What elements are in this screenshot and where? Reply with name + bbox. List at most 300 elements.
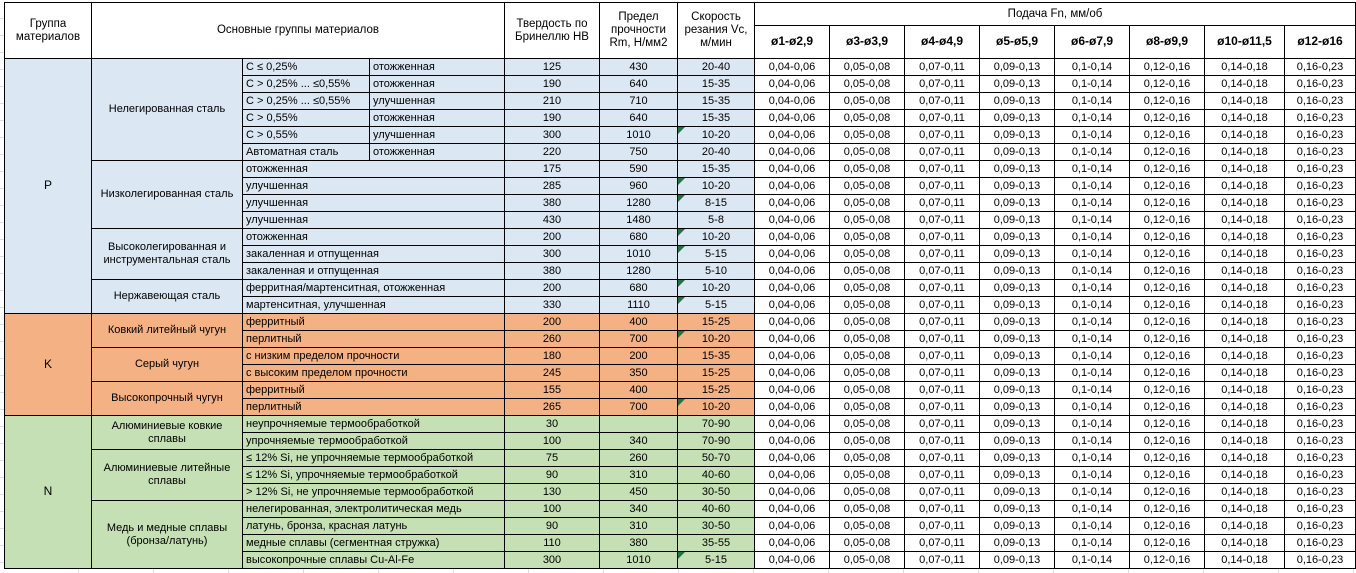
cell-speed-vc[interactable]: 40-60 [678,467,755,484]
cell-feed-d7[interactable]: 0,14-0,18 [1205,382,1285,399]
cell-feed-d7[interactable]: 0,14-0,18 [1205,535,1285,552]
cell-feed-d5[interactable]: 0,1-0,14 [1055,552,1130,569]
cell-feed-d2[interactable]: 0,05-0,08 [830,552,905,569]
cell-feed-d2[interactable]: 0,05-0,08 [830,195,905,212]
cell-hardness-hb[interactable]: 100 [505,501,600,518]
cell-feed-d7[interactable]: 0,14-0,18 [1205,433,1285,450]
header-feed-d4[interactable]: ø5-ø5,9 [980,26,1055,59]
cell-feed-d8[interactable]: 0,16-0,23 [1285,195,1356,212]
cell-feed-d8[interactable]: 0,16-0,23 [1285,365,1356,382]
header-rm[interactable]: Предел прочности Rm, Н/мм2 [600,3,678,59]
cell-feed-d1[interactable]: 0,04-0,06 [755,348,830,365]
cell-feed-d8[interactable]: 0,16-0,23 [1285,178,1356,195]
cell-speed-vc[interactable]: 10-20 [678,178,755,195]
cell-feed-d6[interactable]: 0,12-0,16 [1130,552,1205,569]
cell-family[interactable]: Высоколегированная и инструментальная сталь [92,229,243,280]
cell-hardness-hb[interactable]: 75 [505,450,600,467]
cell-description[interactable]: ферритный [243,382,505,399]
cell-description[interactable]: отожженная [243,229,505,246]
cell-feed-d2[interactable]: 0,05-0,08 [830,501,905,518]
cell-feed-d7[interactable]: 0,14-0,18 [1205,297,1285,314]
cell-feed-d2[interactable]: 0,05-0,08 [830,433,905,450]
cell-feed-d2[interactable]: 0,05-0,08 [830,178,905,195]
header-feed[interactable]: Подача Fn, мм/об [755,3,1356,26]
cell-feed-d8[interactable]: 0,16-0,23 [1285,59,1356,76]
cell-description[interactable]: перлитный [243,331,505,348]
cell-strength-rm[interactable]: 700 [600,399,678,416]
cell-feed-d6[interactable]: 0,12-0,16 [1130,518,1205,535]
cell-hardness-hb[interactable]: 300 [505,127,600,144]
cell-feed-d5[interactable]: 0,1-0,14 [1055,110,1130,127]
cell-hardness-hb[interactable]: 125 [505,59,600,76]
cell-feed-d6[interactable]: 0,12-0,16 [1130,399,1205,416]
cell-feed-d8[interactable]: 0,16-0,23 [1285,433,1356,450]
cell-feed-d8[interactable]: 0,16-0,23 [1285,399,1356,416]
cell-feed-d4[interactable]: 0,09-0,13 [980,399,1055,416]
cell-hardness-hb[interactable]: 210 [505,93,600,110]
cell-description[interactable]: ферритная/мартенситная, отожженная [243,280,505,297]
cell-feed-d8[interactable]: 0,16-0,23 [1285,382,1356,399]
cell-speed-vc[interactable]: 10-20 [678,399,755,416]
cell-feed-d5[interactable]: 0,1-0,14 [1055,382,1130,399]
cell-strength-rm[interactable]: 590 [600,161,678,178]
cell-strength-rm[interactable]: 1280 [600,263,678,280]
cell-feed-d5[interactable]: 0,1-0,14 [1055,246,1130,263]
cell-feed-d6[interactable]: 0,12-0,16 [1130,93,1205,110]
cell-feed-d3[interactable]: 0,07-0,11 [905,127,980,144]
cell-feed-d6[interactable]: 0,12-0,16 [1130,535,1205,552]
cell-feed-d6[interactable]: 0,12-0,16 [1130,331,1205,348]
cell-feed-d2[interactable]: 0,05-0,08 [830,110,905,127]
cell-feed-d7[interactable]: 0,14-0,18 [1205,127,1285,144]
cell-group-K[interactable]: K [5,314,92,416]
cell-feed-d2[interactable]: 0,05-0,08 [830,416,905,433]
cell-feed-d4[interactable]: 0,09-0,13 [980,365,1055,382]
header-feed-d3[interactable]: ø4-ø4,9 [905,26,980,59]
cell-description[interactable]: латунь, бронза, красная латунь [243,518,505,535]
header-feed-d8[interactable]: ø12-ø16 [1285,26,1356,59]
cell-feed-d2[interactable]: 0,05-0,08 [830,144,905,161]
cell-feed-d4[interactable]: 0,09-0,13 [980,195,1055,212]
cell-feed-d1[interactable]: 0,04-0,06 [755,178,830,195]
cell-feed-d8[interactable]: 0,16-0,23 [1285,280,1356,297]
cell-strength-rm[interactable]: 260 [600,450,678,467]
cell-description[interactable]: > 12% Si, не упрочняемые термообработкой [243,484,505,501]
cell-feed-d1[interactable]: 0,04-0,06 [755,229,830,246]
cell-description[interactable]: с высоким пределом прочности [243,365,505,382]
cell-feed-d3[interactable]: 0,07-0,11 [905,144,980,161]
cell-feed-d3[interactable]: 0,07-0,11 [905,501,980,518]
cell-description[interactable]: медные сплавы (сегментная стружка) [243,535,505,552]
cell-feed-d3[interactable]: 0,07-0,11 [905,246,980,263]
cell-family[interactable]: Медь и медные сплавы (бронза/латунь) [92,501,243,569]
cell-feed-d7[interactable]: 0,14-0,18 [1205,348,1285,365]
cell-hardness-hb[interactable]: 30 [505,416,600,433]
cell-feed-d6[interactable]: 0,12-0,16 [1130,314,1205,331]
cell-feed-d7[interactable]: 0,14-0,18 [1205,416,1285,433]
cell-feed-d5[interactable]: 0,1-0,14 [1055,280,1130,297]
cell-feed-d6[interactable]: 0,12-0,16 [1130,178,1205,195]
cell-description[interactable]: ферритный [243,314,505,331]
cell-feed-d4[interactable]: 0,09-0,13 [980,382,1055,399]
cell-feed-d1[interactable]: 0,04-0,06 [755,110,830,127]
cell-feed-d3[interactable]: 0,07-0,11 [905,229,980,246]
cell-description[interactable]: улучшенная [243,195,505,212]
cell-strength-rm[interactable]: 640 [600,76,678,93]
cell-feed-d7[interactable]: 0,14-0,18 [1205,501,1285,518]
cell-feed-d3[interactable]: 0,07-0,11 [905,161,980,178]
cell-feed-d7[interactable]: 0,14-0,18 [1205,552,1285,569]
cell-speed-vc[interactable]: 20-40 [678,59,755,76]
cell-feed-d2[interactable]: 0,05-0,08 [830,450,905,467]
cell-feed-d8[interactable]: 0,16-0,23 [1285,552,1356,569]
cell-feed-d1[interactable]: 0,04-0,06 [755,212,830,229]
cell-qualifier[interactable]: C > 0,25% ... ≤0,55% [243,76,370,93]
cell-feed-d5[interactable]: 0,1-0,14 [1055,467,1130,484]
cell-strength-rm[interactable]: 1010 [600,552,678,569]
cell-state[interactable]: отожженная [370,144,505,161]
cell-hardness-hb[interactable]: 265 [505,399,600,416]
cell-feed-d4[interactable]: 0,09-0,13 [980,535,1055,552]
cell-feed-d3[interactable]: 0,07-0,11 [905,212,980,229]
cell-feed-d6[interactable]: 0,12-0,16 [1130,433,1205,450]
cell-hardness-hb[interactable]: 380 [505,195,600,212]
cell-speed-vc[interactable]: 15-25 [678,314,755,331]
cell-feed-d6[interactable]: 0,12-0,16 [1130,297,1205,314]
cell-feed-d3[interactable]: 0,07-0,11 [905,484,980,501]
cell-feed-d6[interactable]: 0,12-0,16 [1130,212,1205,229]
cell-feed-d8[interactable]: 0,16-0,23 [1285,144,1356,161]
cell-feed-d4[interactable]: 0,09-0,13 [980,144,1055,161]
cell-feed-d7[interactable]: 0,14-0,18 [1205,484,1285,501]
cell-feed-d7[interactable]: 0,14-0,18 [1205,450,1285,467]
cell-feed-d1[interactable]: 0,04-0,06 [755,518,830,535]
cell-feed-d6[interactable]: 0,12-0,16 [1130,229,1205,246]
header-feed-d1[interactable]: ø1-ø2,9 [755,26,830,59]
cell-feed-d7[interactable]: 0,14-0,18 [1205,161,1285,178]
cell-feed-d5[interactable]: 0,1-0,14 [1055,76,1130,93]
cell-feed-d3[interactable]: 0,07-0,11 [905,433,980,450]
cell-feed-d3[interactable]: 0,07-0,11 [905,263,980,280]
cell-feed-d7[interactable]: 0,14-0,18 [1205,263,1285,280]
cell-speed-vc[interactable]: 5-15 [678,246,755,263]
cell-feed-d7[interactable]: 0,14-0,18 [1205,76,1285,93]
cell-feed-d4[interactable]: 0,09-0,13 [980,518,1055,535]
cell-description[interactable]: нелегированная, электролитическая медь [243,501,505,518]
cell-hardness-hb[interactable]: 300 [505,246,600,263]
cell-feed-d8[interactable]: 0,16-0,23 [1285,76,1356,93]
cell-hardness-hb[interactable]: 90 [505,467,600,484]
cell-group-N[interactable]: N [5,416,92,569]
cell-strength-rm[interactable]: 1110 [600,297,678,314]
cell-family[interactable]: Алюминиевые ковкие сплавы [92,416,243,450]
cell-strength-rm[interactable]: 710 [600,93,678,110]
cell-feed-d5[interactable]: 0,1-0,14 [1055,144,1130,161]
cell-speed-vc[interactable]: 15-35 [678,110,755,127]
cell-feed-d3[interactable]: 0,07-0,11 [905,552,980,569]
cell-feed-d5[interactable]: 0,1-0,14 [1055,450,1130,467]
cell-feed-d4[interactable]: 0,09-0,13 [980,467,1055,484]
cell-feed-d2[interactable]: 0,05-0,08 [830,280,905,297]
cell-feed-d4[interactable]: 0,09-0,13 [980,178,1055,195]
cell-hardness-hb[interactable]: 155 [505,382,600,399]
cell-feed-d1[interactable]: 0,04-0,06 [755,76,830,93]
cell-feed-d7[interactable]: 0,14-0,18 [1205,59,1285,76]
cell-qualifier[interactable]: Автоматная сталь [243,144,370,161]
cell-feed-d6[interactable]: 0,12-0,16 [1130,127,1205,144]
cell-feed-d5[interactable]: 0,1-0,14 [1055,484,1130,501]
cell-strength-rm[interactable]: 960 [600,178,678,195]
cell-feed-d2[interactable]: 0,05-0,08 [830,518,905,535]
cell-hardness-hb[interactable]: 285 [505,178,600,195]
header-feed-d7[interactable]: ø10-ø11,5 [1205,26,1285,59]
cell-feed-d5[interactable]: 0,1-0,14 [1055,314,1130,331]
cell-strength-rm[interactable]: 750 [600,144,678,161]
cell-strength-rm[interactable]: 430 [600,59,678,76]
cell-feed-d1[interactable]: 0,04-0,06 [755,552,830,569]
cell-feed-d4[interactable]: 0,09-0,13 [980,416,1055,433]
cell-strength-rm[interactable]: 400 [600,314,678,331]
cell-hardness-hb[interactable]: 100 [505,433,600,450]
cell-qualifier[interactable]: C > 0,55% [243,110,370,127]
cell-feed-d2[interactable]: 0,05-0,08 [830,297,905,314]
cell-speed-vc[interactable]: 8-15 [678,195,755,212]
cell-feed-d2[interactable]: 0,05-0,08 [830,331,905,348]
header-hb[interactable]: Твердость по Бринеллю HB [505,3,600,59]
cell-family[interactable]: Серый чугун [92,348,243,382]
cell-feed-d8[interactable]: 0,16-0,23 [1285,484,1356,501]
cell-feed-d5[interactable]: 0,1-0,14 [1055,127,1130,144]
cell-strength-rm[interactable]: 200 [600,348,678,365]
cell-feed-d1[interactable]: 0,04-0,06 [755,93,830,110]
cell-feed-d5[interactable]: 0,1-0,14 [1055,535,1130,552]
cell-speed-vc[interactable]: 10-20 [678,229,755,246]
cell-strength-rm[interactable]: 400 [600,382,678,399]
cell-speed-vc[interactable]: 15-25 [678,382,755,399]
cell-family[interactable]: Ковкий литейный чугун [92,314,243,348]
cell-feed-d6[interactable]: 0,12-0,16 [1130,246,1205,263]
cell-feed-d2[interactable]: 0,05-0,08 [830,212,905,229]
cell-feed-d4[interactable]: 0,09-0,13 [980,93,1055,110]
cell-feed-d2[interactable]: 0,05-0,08 [830,161,905,178]
header-feed-d5[interactable]: ø6-ø7,9 [1055,26,1130,59]
cell-feed-d2[interactable]: 0,05-0,08 [830,59,905,76]
cell-feed-d4[interactable]: 0,09-0,13 [980,263,1055,280]
cell-feed-d8[interactable]: 0,16-0,23 [1285,331,1356,348]
cell-feed-d4[interactable]: 0,09-0,13 [980,297,1055,314]
cell-speed-vc[interactable]: 30-50 [678,518,755,535]
cell-feed-d3[interactable]: 0,07-0,11 [905,195,980,212]
cell-feed-d8[interactable]: 0,16-0,23 [1285,263,1356,280]
cell-speed-vc[interactable]: 15-35 [678,161,755,178]
cell-feed-d3[interactable]: 0,07-0,11 [905,535,980,552]
cell-speed-vc[interactable]: 15-25 [678,365,755,382]
cell-speed-vc[interactable]: 70-90 [678,433,755,450]
cell-speed-vc[interactable]: 35-55 [678,535,755,552]
cell-feed-d5[interactable]: 0,1-0,14 [1055,348,1130,365]
cell-feed-d3[interactable]: 0,07-0,11 [905,416,980,433]
cell-group-P[interactable]: P [5,59,92,314]
cell-feed-d4[interactable]: 0,09-0,13 [980,76,1055,93]
cell-description[interactable]: улучшенная [243,178,505,195]
cell-feed-d6[interactable]: 0,12-0,16 [1130,365,1205,382]
cell-state[interactable]: отожженная [370,110,505,127]
cell-strength-rm[interactable]: 310 [600,518,678,535]
cell-feed-d2[interactable]: 0,05-0,08 [830,348,905,365]
cell-hardness-hb[interactable]: 200 [505,280,600,297]
cell-feed-d5[interactable]: 0,1-0,14 [1055,93,1130,110]
cell-description[interactable]: ≤ 12% Si, не упрочняемые термообработкой [243,450,505,467]
cell-feed-d4[interactable]: 0,09-0,13 [980,127,1055,144]
cell-family[interactable]: Нержавеющая сталь [92,280,243,314]
cell-feed-d7[interactable]: 0,14-0,18 [1205,212,1285,229]
cell-feed-d4[interactable]: 0,09-0,13 [980,331,1055,348]
cell-feed-d6[interactable]: 0,12-0,16 [1130,195,1205,212]
cell-feed-d7[interactable]: 0,14-0,18 [1205,314,1285,331]
cell-strength-rm[interactable]: 640 [600,110,678,127]
cell-feed-d7[interactable]: 0,14-0,18 [1205,229,1285,246]
cell-feed-d1[interactable]: 0,04-0,06 [755,416,830,433]
cell-strength-rm[interactable]: 1280 [600,195,678,212]
cell-feed-d4[interactable]: 0,09-0,13 [980,59,1055,76]
cell-feed-d4[interactable]: 0,09-0,13 [980,229,1055,246]
cell-feed-d3[interactable]: 0,07-0,11 [905,314,980,331]
cell-feed-d1[interactable]: 0,04-0,06 [755,467,830,484]
cell-speed-vc[interactable]: 15-35 [678,348,755,365]
cell-feed-d7[interactable]: 0,14-0,18 [1205,246,1285,263]
cell-feed-d1[interactable]: 0,04-0,06 [755,450,830,467]
cell-feed-d6[interactable]: 0,12-0,16 [1130,76,1205,93]
cell-feed-d8[interactable]: 0,16-0,23 [1285,535,1356,552]
cell-feed-d7[interactable]: 0,14-0,18 [1205,178,1285,195]
cell-feed-d3[interactable]: 0,07-0,11 [905,399,980,416]
cell-feed-d1[interactable]: 0,04-0,06 [755,501,830,518]
cell-family[interactable]: Нелегированная сталь [92,59,243,161]
cell-description[interactable]: ≤ 12% Si, упрочняемые термообработкой [243,467,505,484]
cell-feed-d2[interactable]: 0,05-0,08 [830,263,905,280]
cell-feed-d1[interactable]: 0,04-0,06 [755,314,830,331]
cell-feed-d5[interactable]: 0,1-0,14 [1055,501,1130,518]
cell-feed-d3[interactable]: 0,07-0,11 [905,76,980,93]
cell-feed-d1[interactable]: 0,04-0,06 [755,297,830,314]
cell-description[interactable]: перлитный [243,399,505,416]
cell-feed-d2[interactable]: 0,05-0,08 [830,484,905,501]
cell-speed-vc[interactable]: 15-35 [678,93,755,110]
cell-hardness-hb[interactable]: 330 [505,297,600,314]
cell-strength-rm[interactable]: 380 [600,535,678,552]
cell-feed-d3[interactable]: 0,07-0,11 [905,280,980,297]
cell-feed-d3[interactable]: 0,07-0,11 [905,467,980,484]
cell-hardness-hb[interactable]: 200 [505,314,600,331]
cell-feed-d5[interactable]: 0,1-0,14 [1055,416,1130,433]
cell-family[interactable]: Высокопрочный чугун [92,382,243,416]
cell-hardness-hb[interactable]: 180 [505,348,600,365]
cell-feed-d1[interactable]: 0,04-0,06 [755,382,830,399]
cell-speed-vc[interactable]: 40-60 [678,501,755,518]
cell-feed-d6[interactable]: 0,12-0,16 [1130,110,1205,127]
cell-feed-d3[interactable]: 0,07-0,11 [905,365,980,382]
cell-speed-vc[interactable]: 30-50 [678,484,755,501]
cell-feed-d8[interactable]: 0,16-0,23 [1285,501,1356,518]
cell-feed-d2[interactable]: 0,05-0,08 [830,365,905,382]
cell-strength-rm[interactable]: 680 [600,280,678,297]
cell-feed-d3[interactable]: 0,07-0,11 [905,178,980,195]
cell-speed-vc[interactable]: 50-70 [678,450,755,467]
cell-hardness-hb[interactable]: 220 [505,144,600,161]
header-feed-d6[interactable]: ø8-ø9,9 [1130,26,1205,59]
cell-feed-d5[interactable]: 0,1-0,14 [1055,195,1130,212]
cell-feed-d7[interactable]: 0,14-0,18 [1205,144,1285,161]
cell-hardness-hb[interactable]: 190 [505,110,600,127]
cell-feed-d3[interactable]: 0,07-0,11 [905,450,980,467]
cell-feed-d2[interactable]: 0,05-0,08 [830,399,905,416]
cell-description[interactable]: закаленная и отпущенная [243,246,505,263]
cell-feed-d1[interactable]: 0,04-0,06 [755,127,830,144]
cell-feed-d2[interactable]: 0,05-0,08 [830,246,905,263]
cell-feed-d6[interactable]: 0,12-0,16 [1130,161,1205,178]
cell-speed-vc[interactable]: 10-20 [678,127,755,144]
cell-feed-d1[interactable]: 0,04-0,06 [755,365,830,382]
cell-feed-d1[interactable]: 0,04-0,06 [755,246,830,263]
cell-feed-d3[interactable]: 0,07-0,11 [905,382,980,399]
cell-feed-d5[interactable]: 0,1-0,14 [1055,433,1130,450]
header-feed-d2[interactable]: ø3-ø3,9 [830,26,905,59]
cell-hardness-hb[interactable]: 175 [505,161,600,178]
cell-feed-d8[interactable]: 0,16-0,23 [1285,467,1356,484]
cell-feed-d7[interactable]: 0,14-0,18 [1205,280,1285,297]
cell-feed-d8[interactable]: 0,16-0,23 [1285,297,1356,314]
cell-feed-d5[interactable]: 0,1-0,14 [1055,161,1130,178]
cell-feed-d4[interactable]: 0,09-0,13 [980,110,1055,127]
cell-feed-d1[interactable]: 0,04-0,06 [755,433,830,450]
cell-family[interactable]: Низколегированная сталь [92,161,243,229]
cell-description[interactable]: мартенситная, улучшенная [243,297,505,314]
cell-feed-d3[interactable]: 0,07-0,11 [905,518,980,535]
cell-feed-d1[interactable]: 0,04-0,06 [755,280,830,297]
cell-feed-d4[interactable]: 0,09-0,13 [980,212,1055,229]
cell-feed-d4[interactable]: 0,09-0,13 [980,552,1055,569]
cell-feed-d7[interactable]: 0,14-0,18 [1205,195,1285,212]
cell-qualifier[interactable]: C ≤ 0,25% [243,59,370,76]
cell-feed-d8[interactable]: 0,16-0,23 [1285,416,1356,433]
cell-feed-d4[interactable]: 0,09-0,13 [980,450,1055,467]
cell-feed-d6[interactable]: 0,12-0,16 [1130,450,1205,467]
cell-state[interactable]: отожженная [370,76,505,93]
cell-description[interactable]: высокопрочные сплавы Cu-Al-Fe [243,552,505,569]
cell-strength-rm[interactable]: 310 [600,467,678,484]
cell-feed-d6[interactable]: 0,12-0,16 [1130,348,1205,365]
cell-feed-d4[interactable]: 0,09-0,13 [980,280,1055,297]
cell-feed-d2[interactable]: 0,05-0,08 [830,229,905,246]
header-group[interactable]: Группа материалов [5,3,92,59]
cell-feed-d5[interactable]: 0,1-0,14 [1055,297,1130,314]
cell-feed-d8[interactable]: 0,16-0,23 [1285,110,1356,127]
cell-feed-d7[interactable]: 0,14-0,18 [1205,365,1285,382]
cell-feed-d8[interactable]: 0,16-0,23 [1285,161,1356,178]
cell-hardness-hb[interactable]: 260 [505,331,600,348]
cell-speed-vc[interactable]: 20-40 [678,144,755,161]
cell-feed-d5[interactable]: 0,1-0,14 [1055,59,1130,76]
cell-feed-d1[interactable]: 0,04-0,06 [755,331,830,348]
cell-feed-d2[interactable]: 0,05-0,08 [830,93,905,110]
cell-feed-d1[interactable]: 0,04-0,06 [755,399,830,416]
cell-strength-rm[interactable] [600,416,678,433]
cell-feed-d5[interactable]: 0,1-0,14 [1055,178,1130,195]
cell-speed-vc[interactable]: 5-10 [678,263,755,280]
cell-description[interactable]: отожженная [243,161,505,178]
cell-feed-d7[interactable]: 0,14-0,18 [1205,399,1285,416]
cell-feed-d8[interactable]: 0,16-0,23 [1285,212,1356,229]
